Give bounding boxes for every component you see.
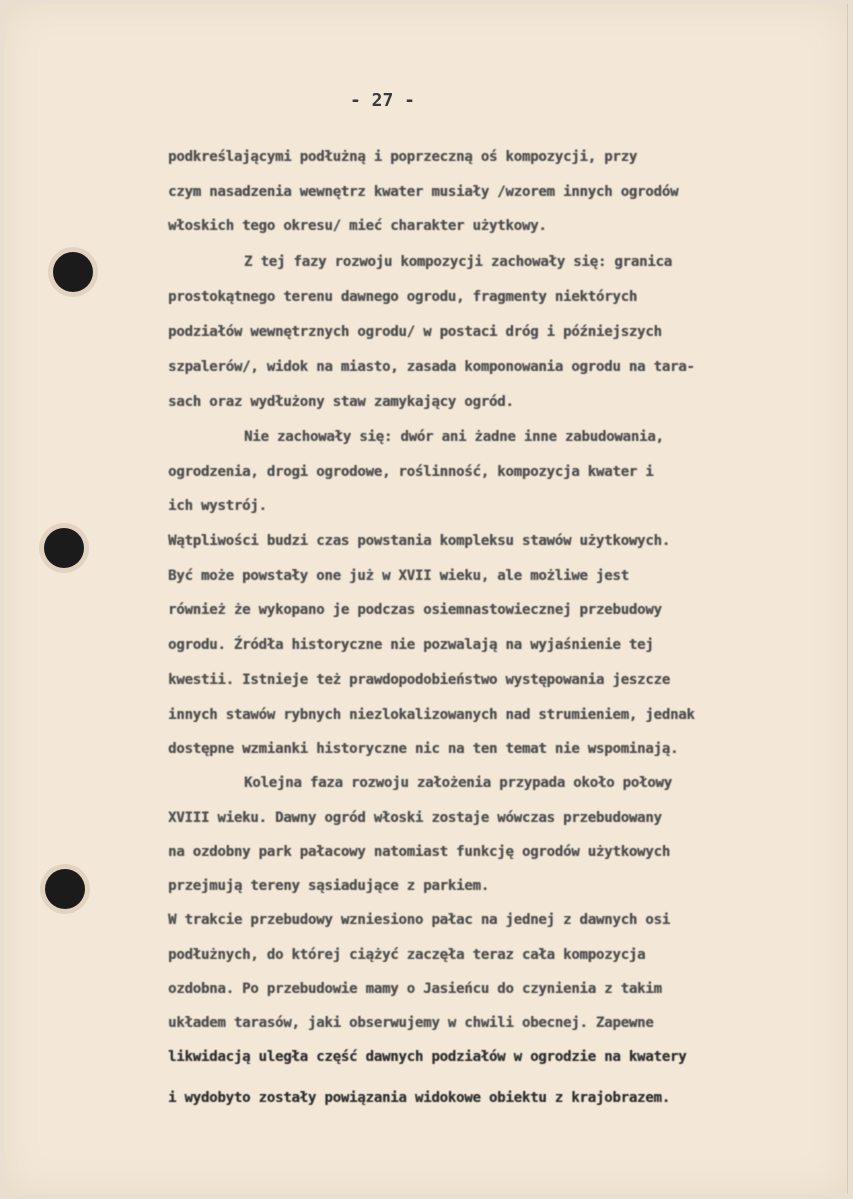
- text-line: i wydobyto zostały powiązania widokowe obiektu z krajobrazem.: [168, 1090, 670, 1106]
- text-line: W trakcie przebudowy wzniesiono pałac na jednej z dawnych osi: [168, 912, 670, 928]
- text-line: likwidacją uległa część dawnych podziałów w ogrodzie na kwatery: [168, 1049, 687, 1065]
- text-line: prostokątnego terenu dawnego ogrodu, fragmenty niektórych: [168, 289, 638, 305]
- text-line: ogrodzenia, drogi ogrodowe, roślinność, kompozycja kwater i: [168, 464, 654, 480]
- text-line: Być może powstały one już w XVII wieku, ale możliwe jest: [168, 568, 629, 584]
- document-page: [4, 4, 848, 1194]
- text-line: XVIII wieku. Dawny ogród włoski zostaje wówczas przebudowany: [168, 810, 662, 826]
- text-line: Wątpliwości budzi czas powstania kompleksu stawów użytkowych.: [168, 533, 670, 549]
- binder-hole-bottom: [45, 869, 85, 909]
- text-line: czym nasadzenia wewnętrz kwater musiały /wzorem innych ogrodów: [168, 184, 679, 200]
- text-line: ogrodu. Źródła historyczne nie pozwalają na wyjaśnienie tej: [168, 637, 654, 653]
- text-line: sach oraz wydłużony staw zamykający ogród.: [168, 394, 514, 410]
- text-line: ozdobna. Po przebudowie mamy o Jasieńcu do czynienia z takim: [168, 981, 662, 997]
- binder-hole-middle: [44, 528, 84, 568]
- text-line: Kolejna faza rozwoju założenia przypada około połowy: [244, 775, 672, 791]
- text-line: układem tarasów, jaki obserwujemy w chwili obecnej. Zapewne: [168, 1015, 654, 1031]
- text-line: podziałów wewnętrznych ogrodu/ w postaci dróg i późniejszych: [168, 324, 662, 340]
- text-line: szpalerów/, widok na miasto, zasada komponowania ogrodu na tara-: [168, 359, 695, 375]
- text-line: na ozdobny park pałacowy natomiast funkcję ogrodów użytkowych: [168, 844, 670, 860]
- text-line: Nie zachowały się: dwór ani żadne inne zabudowania,: [244, 429, 664, 445]
- text-line: podłużnych, do której ciążyć zaczęła teraz cała kompozycja: [168, 947, 646, 963]
- page-number: - 27 -: [350, 90, 416, 111]
- text-line: również że wykopano je podczas osiemnastowiecznej przebudowy: [168, 602, 662, 618]
- binder-hole-top: [53, 252, 93, 292]
- text-line: podkreślającymi podłużną i poprzeczną oś kompozycji, przy: [168, 149, 638, 165]
- text-line: kwestii. Istnieje też prawdopodobieństwo występowania jeszcze: [168, 672, 670, 688]
- text-line: przejmują tereny sąsiadujące z parkiem.: [168, 878, 489, 894]
- text-line: Z tej fazy rozwoju kompozycji zachowały się: granica: [244, 254, 672, 270]
- text-line: dostępne wzmianki historyczne nic na ten temat nie wspominają.: [168, 741, 679, 757]
- text-line: innych stawów rybnych niezlokalizowanych nad strumieniem, jednak: [168, 707, 695, 723]
- text-line: ich wystrój.: [168, 498, 267, 514]
- text-line: włoskich tego okresu/ mieć charakter użytkowy.: [168, 218, 547, 234]
